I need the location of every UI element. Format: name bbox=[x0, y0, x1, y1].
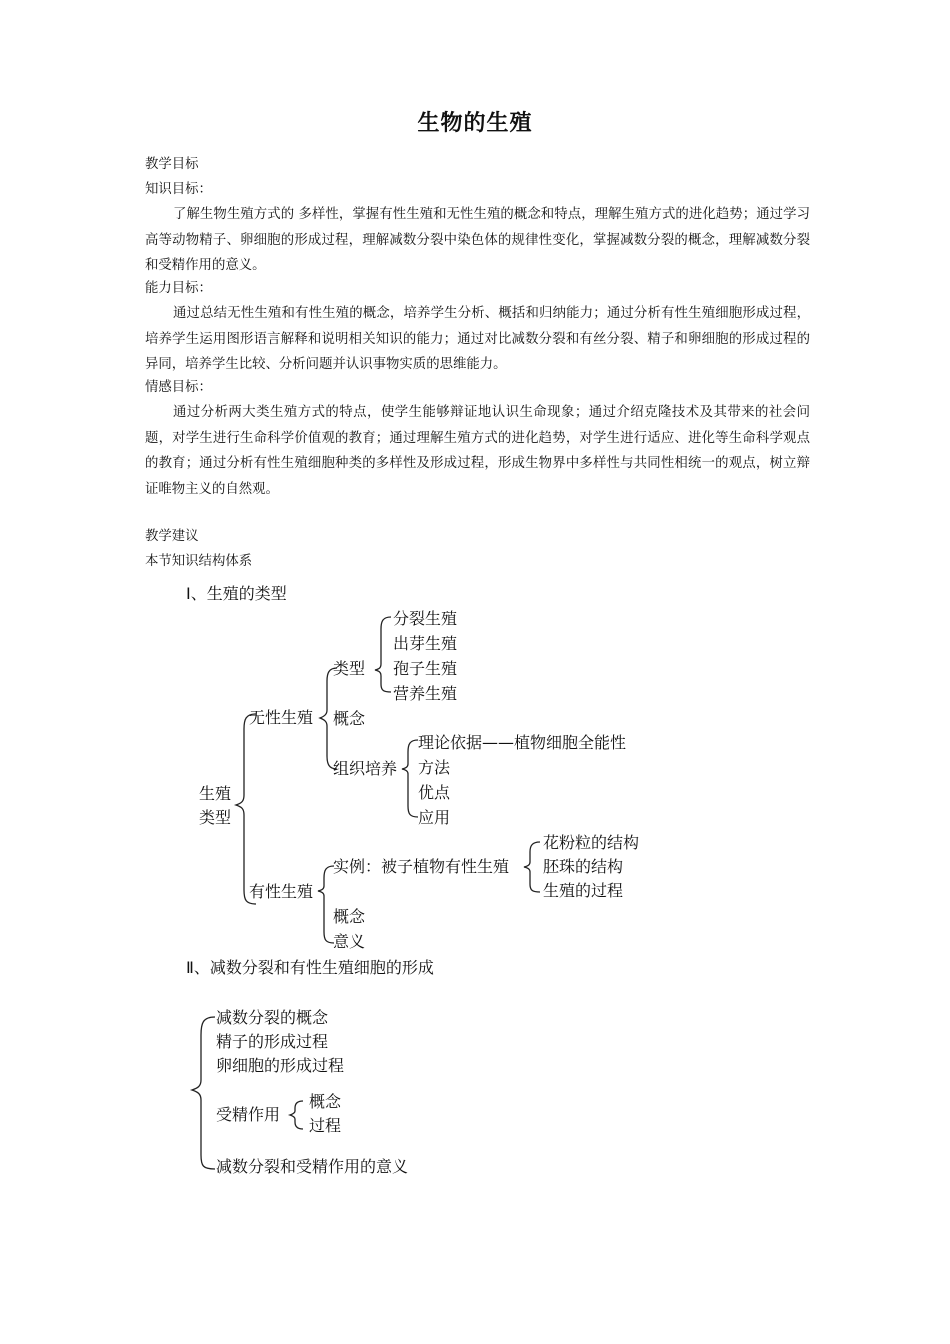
asexual-label: 无性生殖 bbox=[249, 708, 314, 727]
asexual-types-label: 类型 bbox=[333, 659, 366, 678]
suggestions-heading: 教学建议 bbox=[145, 529, 199, 544]
brace-sexual bbox=[318, 866, 334, 943]
brace-culture bbox=[402, 740, 418, 817]
tissue-culture-label: 组织培养 bbox=[333, 759, 398, 778]
emotion-text: 通过分析两大类生殖方式的特点，使学生能够辩证地认识生命现象；通过介绍克隆技术及其带来的社会问题，对学生进行生命科学价值观的教育；通过理解生殖方式的进化趋势，对学生进行适应、进化等生命科学观点的教育；通过分析有性生殖细胞种类的多样性及形成过程，形成生物界中多样性与共同性相统一的观点，树立辩证唯物主义的自然观。 bbox=[145, 405, 810, 497]
fertilization-item: 过程 bbox=[309, 1116, 342, 1135]
sexual-concept: 概念 bbox=[333, 907, 366, 926]
type-item: 出芽生殖 bbox=[393, 634, 458, 653]
fertilization-item: 概念 bbox=[309, 1092, 342, 1111]
brace-root bbox=[236, 714, 256, 904]
root-label-line1: 生殖 bbox=[199, 784, 232, 803]
example-item: 花粉粒的结构 bbox=[543, 833, 640, 852]
ability-text: 通过总结无性生殖和有性生殖的概念，培养学生分析、概括和归纳能力；通过分析有性生殖细胞形成过程，培养学生运用图形语言解释和说明相关知识的能力；通过对比减数分裂和有丝分裂、精子和卵细胞的形成过程的异同，培养学生比较、分析问题并认识事物实质的思维能力。 bbox=[145, 306, 810, 372]
diagram1-heading: Ⅰ、生殖的类型 bbox=[186, 584, 287, 603]
fertilization-label: 受精作用 bbox=[216, 1105, 281, 1124]
meiosis-meaning: 减数分裂和受精作用的意义 bbox=[216, 1157, 409, 1176]
page-title: 生物的生殖 bbox=[417, 110, 533, 136]
culture-item: 优点 bbox=[418, 783, 451, 802]
example-item: 胚珠的结构 bbox=[543, 857, 624, 876]
type-item: 营养生殖 bbox=[393, 684, 458, 703]
knowledge-label: 知识目标： bbox=[145, 182, 212, 197]
sexual-label: 有性生殖 bbox=[249, 882, 314, 901]
meiosis-item: 卵细胞的形成过程 bbox=[216, 1056, 345, 1075]
sexual-example-label: 实例：被子植物有性生殖 bbox=[333, 857, 510, 876]
diagram2-heading: Ⅱ、减数分裂和有性生殖细胞的形成 bbox=[186, 958, 434, 977]
brace-types bbox=[375, 617, 391, 692]
meiosis-item: 精子的形成过程 bbox=[216, 1032, 329, 1051]
culture-item: 应用 bbox=[418, 808, 451, 827]
structure-subheading: 本节知识结构体系 bbox=[145, 554, 253, 569]
example-item: 生殖的过程 bbox=[543, 881, 624, 900]
type-item: 分裂生殖 bbox=[393, 609, 458, 628]
type-item: 孢子生殖 bbox=[393, 659, 458, 678]
meiosis-item: 减数分裂的概念 bbox=[216, 1008, 329, 1027]
root-label-line2: 类型 bbox=[199, 808, 232, 827]
asexual-concept: 概念 bbox=[333, 709, 366, 728]
knowledge-text: 了解生物生殖方式的 多样性，掌握有性生殖和无性生殖的概念和特点，理解生殖方式的进化趋势；通过学习高等动物精子、卵细胞的形成过程，理解减数分裂中染色体的规律性变化，掌握减数分裂的概念，理解减数分裂和受精作用的意义。 bbox=[145, 207, 810, 273]
brace-fertilization bbox=[290, 1101, 303, 1129]
ability-label: 能力目标： bbox=[145, 281, 212, 296]
brace-meiosis bbox=[192, 1017, 215, 1169]
culture-item: 理论依据——植物细胞全能性 bbox=[418, 733, 627, 752]
culture-item: 方法 bbox=[418, 758, 451, 777]
brace-example bbox=[524, 842, 540, 892]
emotion-label: 情感目标： bbox=[145, 380, 212, 395]
sexual-meaning: 意义 bbox=[333, 932, 366, 951]
objectives-heading: 教学目标 bbox=[145, 157, 199, 172]
